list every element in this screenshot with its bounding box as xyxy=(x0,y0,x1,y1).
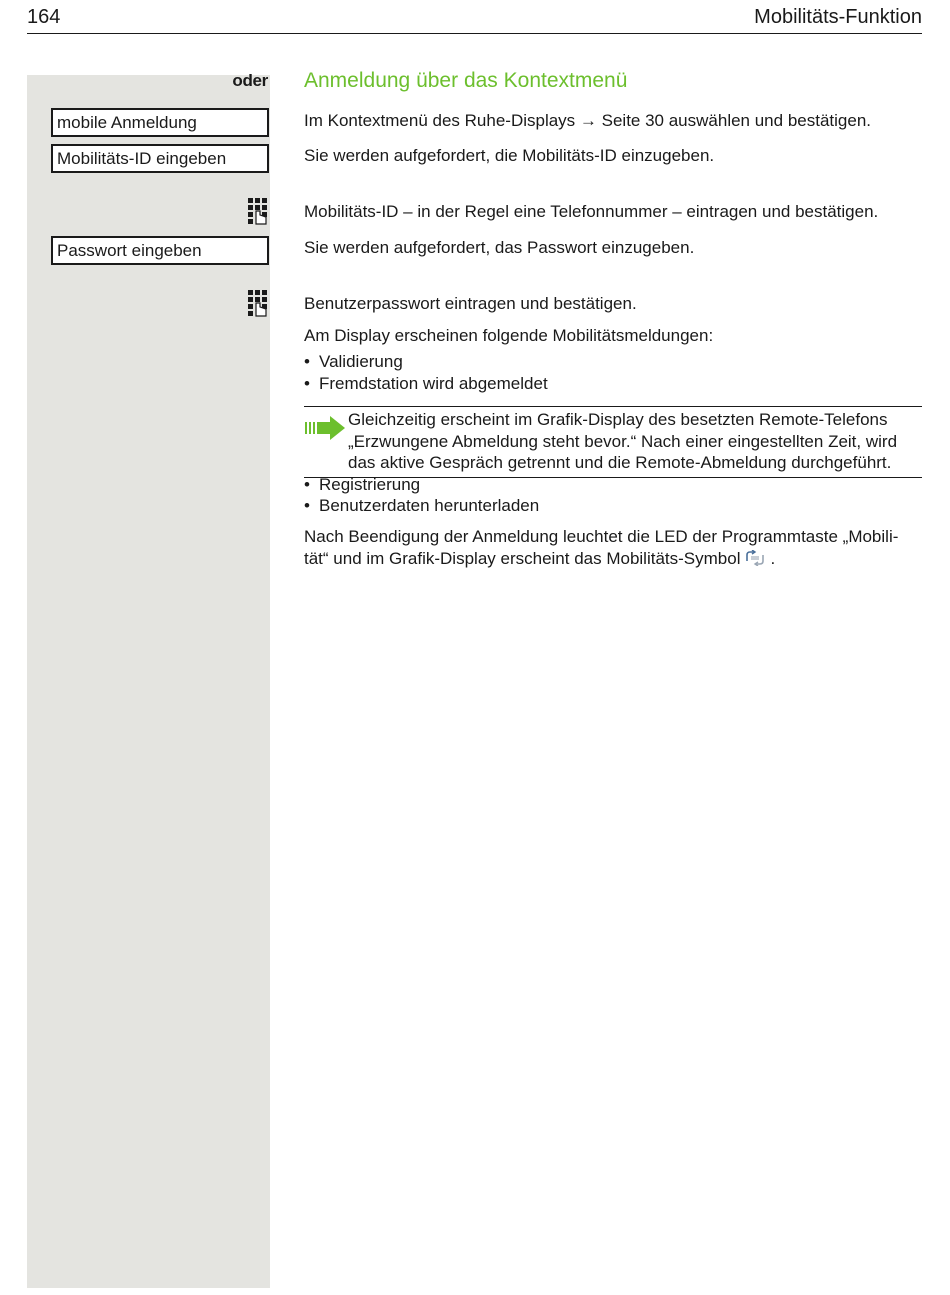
note-line: „Erzwungene Abmeldung steht bevor.“ Nach einer eingestellten Zeit, wird xyxy=(348,431,898,451)
final-line-text: . xyxy=(770,549,776,568)
final-line: Nach Beendigung der Anmeldung leuchtet die LED der Programmtaste „Mobili- xyxy=(304,527,899,546)
page-number: 164 xyxy=(27,6,61,28)
list-item: • Fremdstation wird abgemeldet xyxy=(304,374,548,393)
note-text xyxy=(348,409,922,474)
step-text: Sie werden aufgefordert, das Passwort einzugeben. xyxy=(304,238,695,257)
step-text: Mobilitäts-ID – in der Regel eine Telefonnummer – eintragen und bestätigen. xyxy=(304,202,879,221)
sidebar xyxy=(27,71,270,1288)
list-item: • Registrierung xyxy=(304,475,421,494)
note-line: Gleichzeitig erscheint im Grafik-Display des besetzten Remote-Telefons xyxy=(348,410,888,429)
final-paragraph xyxy=(304,526,924,570)
list-item-text: Benutzerdaten herunterladen xyxy=(319,496,540,515)
step-text: Am Display erscheinen folgende Mobilitätsmeldungen: xyxy=(304,326,714,345)
note-box xyxy=(304,406,922,478)
step-text: Benutzerpasswort eintragen und bestätigen. xyxy=(304,294,637,313)
list-item-text: Fremdstation wird abgemeldet xyxy=(319,374,548,393)
menu-item-mobile-login[interactable]: mobile Anmeldung xyxy=(51,108,269,137)
step-text: Im Kontextmenü des Ruhe-Displays → Seite 30 auswählen und bestätigen. xyxy=(304,111,871,130)
final-line-text: tät“ und im Grafik-Display erscheint das Mobilitäts-Symbol xyxy=(304,549,741,568)
section-title: Anmeldung über das Kontextmenü xyxy=(304,69,628,92)
note-arrow-icon xyxy=(304,415,346,441)
list-item: • Benutzerdaten herunterladen xyxy=(304,496,540,515)
list-item-text: Registrierung xyxy=(319,475,421,494)
mobility-symbol-icon xyxy=(744,550,766,566)
note-line: das aktive Gespräch getrennt und die Remote-Abmeldung durchgeführt. xyxy=(348,453,892,472)
page-header xyxy=(27,6,922,34)
menu-item-enter-mobility-id[interactable]: Mobilitäts-ID eingeben xyxy=(51,144,269,173)
keypad-icon xyxy=(247,289,269,319)
final-line xyxy=(304,548,924,570)
menu-item-enter-password[interactable]: Passwort eingeben xyxy=(51,236,269,265)
list-item-text: Validierung xyxy=(319,352,403,371)
list-item: • Validierung xyxy=(304,352,403,371)
keypad-icon xyxy=(247,197,269,227)
step-text: Sie werden aufgefordert, die Mobilitäts-ID einzugeben. xyxy=(304,146,715,165)
oder-label: oder xyxy=(232,71,268,90)
page-header-title: Mobilitäts-Funktion xyxy=(754,6,922,28)
